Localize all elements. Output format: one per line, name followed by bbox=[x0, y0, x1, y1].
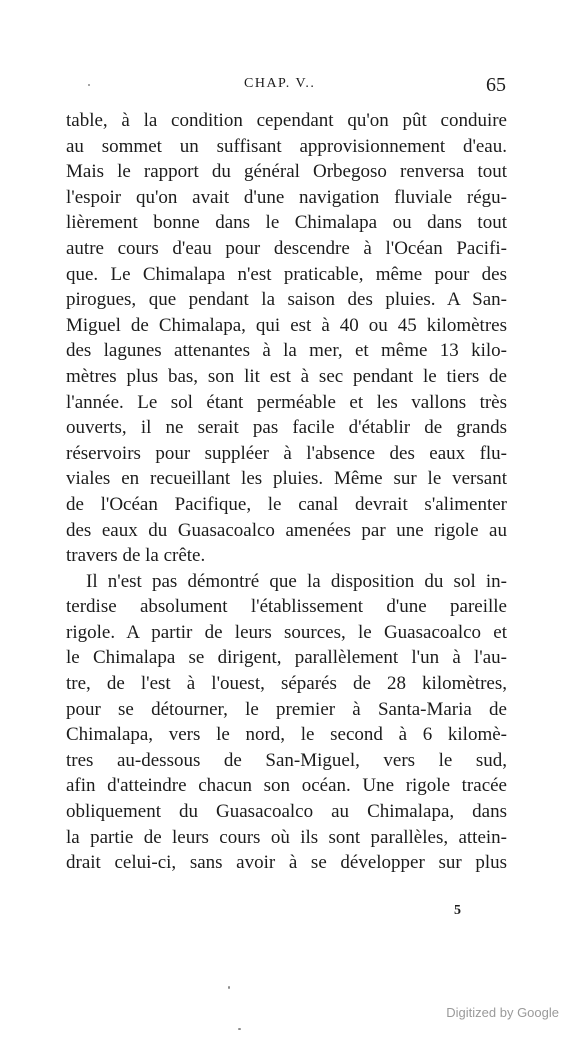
text-line: le Chimalapa se dirigent, parallèlement l'un à l'au- bbox=[66, 647, 507, 669]
ink-speck bbox=[88, 84, 90, 86]
text-line: que. Le Chimalapa n'est praticable, même pour des bbox=[66, 263, 507, 285]
text-line: au sommet un suffisant approvisionnement d'eau. bbox=[66, 135, 507, 157]
text-line: travers de la crête. bbox=[66, 545, 206, 567]
body-text bbox=[66, 108, 507, 876]
page-number: 65 bbox=[486, 74, 506, 96]
text-line: l'année. Le sol étant perméable et les vallons très bbox=[66, 391, 507, 413]
text-line: lièrement bonne dans le Chimalapa ou dans tout bbox=[66, 212, 507, 234]
text-line: autre cours d'eau pour descendre à l'Océan Pacifi- bbox=[66, 237, 507, 259]
text-line: de l'Océan Pacifique, le canal devrait s'alimenter bbox=[66, 493, 507, 515]
signature-mark: 5 bbox=[454, 903, 461, 918]
text-line: terdise absolument l'établissement d'une pareille bbox=[66, 596, 507, 618]
text-line: ouverts, il ne serait pas facile d'établir de grands bbox=[66, 417, 507, 439]
text-line: rigole. A partir de leurs sources, le Guasacoalco et bbox=[66, 621, 507, 643]
text-line: la partie de leurs cours où ils sont parallèles, attein- bbox=[66, 826, 507, 848]
text-line: réservoirs pour suppléer à l'absence des eaux flu- bbox=[66, 442, 507, 464]
text-line: des lagunes attenantes à la mer, et même 13 kilo- bbox=[66, 340, 507, 362]
text-line: des eaux du Guasacoalco amenées par une rigole au bbox=[66, 519, 507, 541]
text-line: Mais le rapport du général Orbegoso renversa tout bbox=[66, 161, 507, 183]
text-line: Chimalapa, vers le nord, le second à 6 kilomè- bbox=[66, 724, 507, 746]
text-line: mètres plus bas, son lit est à sec pendant le tiers de bbox=[66, 365, 507, 387]
text-line: pour se détourner, le premier à Santa-Maria de bbox=[66, 698, 507, 720]
text-line: l'espoir qu'on avait d'une navigation fluviale régu- bbox=[66, 186, 507, 208]
text-line: afin d'atteindre chacun son océan. Une rigole tracée bbox=[66, 775, 507, 797]
text-line: tres au-dessous de San-Miguel, vers le sud, bbox=[66, 749, 507, 771]
text-line: Il n'est pas démontré que la disposition du sol in- bbox=[86, 570, 507, 592]
chapter-heading: CHAP. V.. bbox=[244, 76, 316, 91]
ink-speck bbox=[228, 986, 230, 989]
text-line: table, à la condition cependant qu'on pût conduire bbox=[66, 110, 507, 131]
text-line: viales en recueillant les pluies. Même sur le versant bbox=[66, 468, 507, 490]
text-line: obliquement du Guasacoalco au Chimalapa, dans bbox=[66, 801, 507, 823]
text-line: drait celui-ci, sans avoir à se développer sur plus bbox=[66, 852, 507, 874]
text-line: Miguel de Chimalapa, qui est à 40 ou 45 kilomètres bbox=[66, 314, 507, 336]
text-line: pirogues, que pendant la saison des pluies. A San- bbox=[66, 289, 507, 311]
digitized-watermark: Digitized by Google bbox=[446, 1005, 559, 1020]
text-line: tre, de l'est à l'ouest, séparés de 28 kilomètres, bbox=[66, 673, 507, 695]
running-header bbox=[66, 74, 506, 98]
ink-speck bbox=[238, 1028, 241, 1030]
